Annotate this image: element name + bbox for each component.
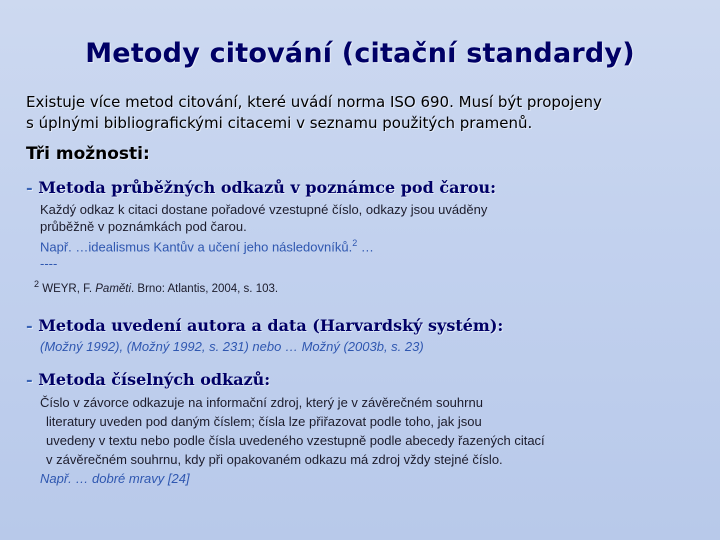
footnote-rest: . Brno: Atlantis, 2004, s. 103. <box>131 282 279 295</box>
method-heading-harvard <box>26 316 503 335</box>
bullet-dash: - <box>26 178 33 197</box>
example-line: Např. … dobré mravy [24] <box>40 471 190 486</box>
description-line: literatury uveden pod daným číslem; čísla lze přiřazovat podle toho, jak jsou <box>46 414 482 429</box>
harvard-example: (Možný 1992), (Možný 1992, s. 231) nebo … Možný (2003b, s. 23) <box>40 339 424 354</box>
intro-paragraph <box>26 92 696 134</box>
description-line: Každý odkaz k citaci dostane pořadové vzestupné číslo, odkazy jsou uváděny <box>40 202 488 217</box>
method-description-numeric <box>40 393 690 488</box>
intro-line: s úplnými bibliografickými citacemi v seznamu použitých pramenů. <box>26 114 533 132</box>
bullet-dash: - <box>26 316 33 335</box>
footnote-number: 2 <box>34 279 40 289</box>
options-heading: Tři možnosti: <box>26 144 150 164</box>
example-line <box>40 235 690 255</box>
example-tail: … <box>357 239 374 255</box>
footnote-separator: ---- <box>40 256 58 272</box>
footnote-title: Paměti <box>95 282 132 295</box>
method-heading-numeric <box>26 370 270 389</box>
method-heading-label: Metoda uvedení autora a data (Harvardský systém): <box>38 316 504 335</box>
description-line: Číslo v závorce odkazuje na informační zdroj, který je v závěrečném souhrnu <box>40 395 483 410</box>
example-text: Např. …idealismus Kantův a učení jeho následovníků. <box>40 239 353 255</box>
footnote-author: WEYR, F. <box>39 282 96 295</box>
description-line: průběžně v poznámkách pod čarou. <box>40 219 247 234</box>
method-heading-label: Metoda číselných odkazů: <box>38 370 271 389</box>
intro-line: Existuje více metod citování, které uvádí norma ISO 690. Musí být propojeny <box>26 93 602 111</box>
method-heading-label: Metoda průběžných odkazů v poznámce pod čarou: <box>38 178 497 197</box>
description-line: v závěrečném souhrnu, kdy při opakovaném odkazu má zdroj vždy stejné číslo. <box>46 452 503 467</box>
footnote-marker: 2 <box>352 238 358 248</box>
method-heading-footnotes <box>26 178 496 197</box>
slide-title: Metody citování (citační standardy) <box>85 38 635 69</box>
bullet-dash: - <box>26 370 33 389</box>
method-description-footnotes <box>40 201 690 272</box>
description-line: uvedeny v textu nebo podle čísla uvedeného vzestupně podle abecedy řazených citací <box>46 433 545 448</box>
footnote <box>34 279 278 295</box>
